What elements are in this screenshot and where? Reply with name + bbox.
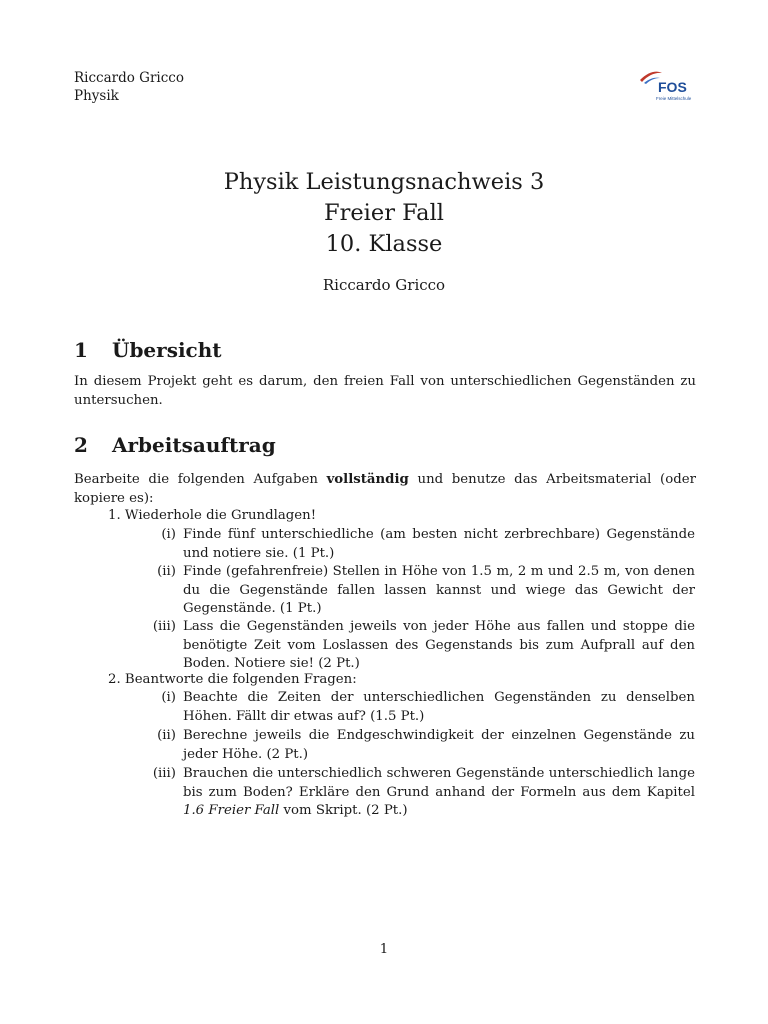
section-1-heading <box>74 338 222 362</box>
subtask-label: (i) <box>161 690 176 705</box>
fos-logo-icon <box>638 66 698 102</box>
fos-logo <box>638 66 698 102</box>
title-author: Riccardo Gricco <box>322 276 446 294</box>
subtask-label: (ii) <box>157 564 176 579</box>
subtask-text: Lass die Gegenständen jeweils von jeder Höhe aus fallen und stoppe die benötigte Zeit vom Loslassen des Gegenstands bis zum Aufprall auf den Boden. Notiere sie! (2 Pt.) <box>183 619 695 671</box>
page-number: 1 <box>379 942 389 957</box>
chapter-reference: 1.6 Freier Fall <box>183 803 280 818</box>
subtask-label: (iii) <box>152 619 176 634</box>
subtask-text: Beachte die Zeiten der unterschiedlichen Gegenständen zu denselben Höhen. Fällt dir etwas auf? (1.5 Pt.) <box>183 690 695 724</box>
section-1-body: In diesem Projekt geht es darum, den freien Fall von unterschiedlichen Gegenständen zu untersuchen. <box>74 374 696 408</box>
subtask-text: Finde (gefahrenfreie) Stellen in Höhe von 1.5 m, 2 m und 2.5 m, von denen du die Gegenstände fallen lassen kannst und wiege das Gewicht der Gegenstände. (1 Pt.) <box>183 564 695 616</box>
subtask-text: Finde fünf unterschiedliche (am besten nicht zerbrechbare) Gegenstände und notiere sie. (1 Pt.) <box>183 527 695 561</box>
section-number: 2 <box>74 433 88 457</box>
svg-text:Freie Mittelschule: Freie Mittelschule <box>656 96 692 101</box>
task-label: 1. <box>108 508 121 523</box>
task-2 <box>108 671 357 690</box>
svg-text:FOS: FOS <box>658 79 687 95</box>
subtask-text: Berechne jeweils die Endgeschwindigkeit der einzelnen Gegenstände zu jeder Höhe. (2 Pt.) <box>183 728 695 762</box>
section-2-intro: Bearbeite die folgenden Aufgaben vollständig und benutze das Arbeitsmaterial (oder kopiere es): <box>74 472 696 506</box>
section-2-heading <box>74 433 276 457</box>
title-line-2: Freier Fall <box>324 200 444 226</box>
title-line-1: Physik Leistungsnachweis 3 <box>223 169 545 195</box>
title-line-3: 10. Klasse <box>325 231 443 257</box>
task-1 <box>108 507 316 526</box>
section-number: 1 <box>74 338 88 362</box>
header-author: Riccardo Gricco <box>74 70 184 86</box>
subtask-label: (ii) <box>157 728 176 743</box>
document-title <box>0 167 768 260</box>
subtask-text: Brauchen die unterschiedlich schweren Gegenstände unterschiedlich lange bis zum Boden? Erkläre den Grund anhand der Formeln aus dem Kapitel 1.6 Freier Fall vom Skript. (2 Pt.) <box>183 766 695 818</box>
running-header <box>74 69 184 105</box>
task-label: 2. <box>108 672 121 687</box>
header-subject: Physik <box>74 88 119 104</box>
subtask-label: (iii) <box>152 766 176 781</box>
section-title: Übersicht <box>112 338 222 362</box>
emphasis-bold: vollständig <box>326 472 409 487</box>
task-text: Beantworte die folgenden Fragen: <box>124 672 357 687</box>
task-text: Wiederhole die Grundlagen! <box>124 508 317 523</box>
section-title: Arbeitsauftrag <box>112 433 276 457</box>
subtask-label: (i) <box>161 527 176 542</box>
